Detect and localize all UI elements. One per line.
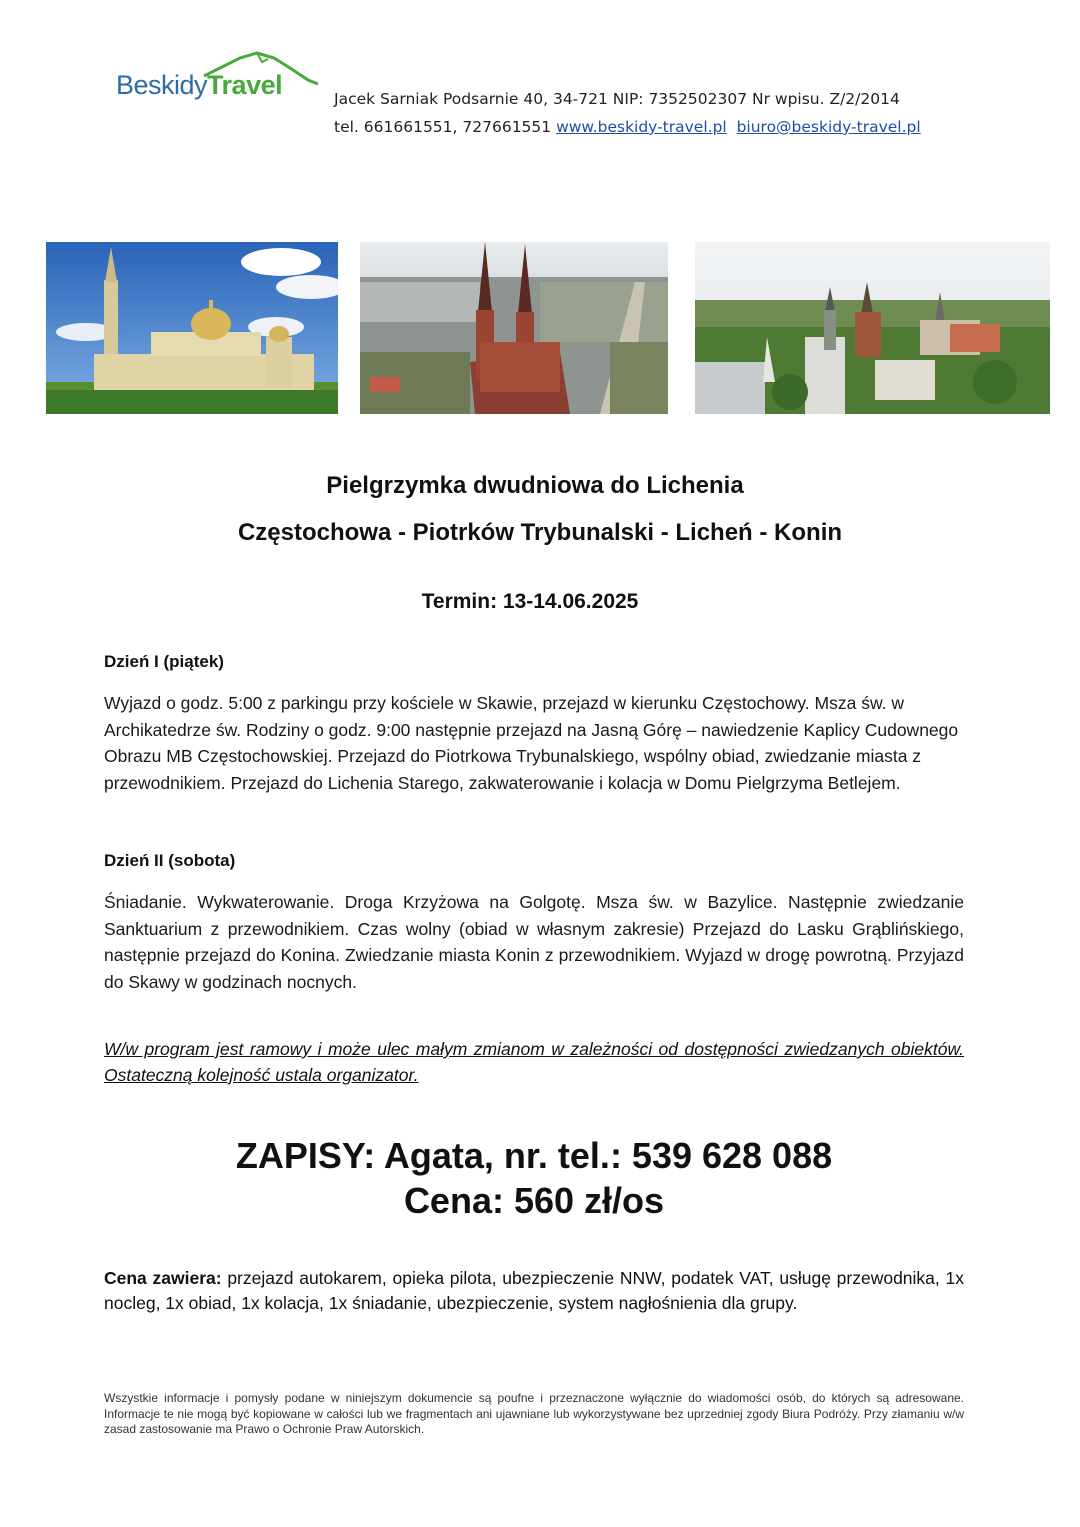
- website-link[interactable]: www.beskidy-travel.pl: [556, 118, 727, 136]
- contact-line: [334, 118, 921, 136]
- price-includes-label: Cena zawiera:: [104, 1268, 222, 1288]
- program-notice: W/w program jest ramowy i może ulec małym zmianom w zależności od dostępności zwiedzanych obiektów. Ostateczną kolejność ustala organizator.: [104, 1039, 964, 1085]
- price: Cena: 560 zł/os: [403, 1180, 665, 1221]
- day1-description: Wyjazd o godz. 5:00 z parkingu przy kościele w Skawie, przejazd w kierunku Częstochowy. Msza św. w Archikatedrze św. Rodziny o godz. 9:00 następnie przejazd na Jasną Górę – nawiedzenie Kaplicy Cudownego Obrazu MB Częstochowskiej. Przejazd do Piotrkowa Trybunalskiego, wspólny obiad, zwiedzanie miasta z przewodnikiem. Przejazd do Lichenia Starego, zakwaterowanie i kolacja w Domu Pielgrzyma Betlejem.: [104, 693, 959, 793]
- route-title: Częstochowa - Piotrków Trybunalski - Licheń - Konin: [237, 519, 843, 546]
- logo-text-beskidy: Beskidy: [116, 70, 208, 100]
- day2-description: Śniadanie. Wykwaterowanie. Droga Krzyżowa na Golgotę. Msza św. w Bazylice. Następnie zwiedzanie Sanktuarium z przewodnikiem. Czas wolny (obiad w własnym zakresie) Przejazd do Lasku Grąblińskiego, następnie przejazd do Konina. Zwiedzanie miasta Konin z przewodnikiem. Wyjazd w drogę powrotną. Przyjazd do Skawy w godzinach nocnych.: [104, 892, 964, 992]
- registration-contact: ZAPISY: Agata, nr. tel.: 539 628 088: [235, 1135, 833, 1176]
- day2-heading: Dzień II (sobota): [104, 851, 236, 870]
- town-panorama-photo: [695, 242, 1050, 414]
- beskidy-travel-logo: [112, 50, 332, 106]
- basilica-photo: [46, 242, 338, 414]
- cathedral-aerial-photo: [360, 242, 668, 414]
- email-link[interactable]: biuro@beskidy-travel.pl: [736, 118, 921, 136]
- price-includes: [104, 1266, 964, 1315]
- company-info: Jacek Sarniak Podsarnie 40, 34-721 NIP: 7352502307 Nr wpisu. Z/2/2014: [334, 90, 900, 108]
- price-includes-text: przejazd autokarem, opieka pilota, ubezpieczenie NNW, podatek VAT, usługę przewodnika, 1x nocleg, 1x obiad, 1x kolacja, 1x śniadanie, ubezpieczenie, system nagłośnienia dla grupy.: [104, 1268, 964, 1313]
- confidentiality-footer: Wszystkie informacje i pomysły podane w niniejszym dokumencie są poufne i przeznaczone wyłącznie do wiadomości osób, do których są adresowane. Informacje te nie mogą być kopiowane w całości lub we fragmentach ani ujawniane lub wykorzystywane bez uprzedniej zgody Biura Podróży. Przy złamaniu w/w zasad zastosowanie ma Prawo o Ochronie Praw Autorskich.: [104, 1391, 964, 1436]
- phone-numbers: tel. 661661551, 727661551: [334, 118, 552, 136]
- day1-heading: Dzień I (piątek): [104, 652, 224, 671]
- trip-date: Termin: 13-14.06.2025: [421, 590, 639, 613]
- logo-text-travel: Travel: [207, 70, 283, 100]
- page-title: Pielgrzymka dwudniowa do Lichenia: [326, 472, 744, 499]
